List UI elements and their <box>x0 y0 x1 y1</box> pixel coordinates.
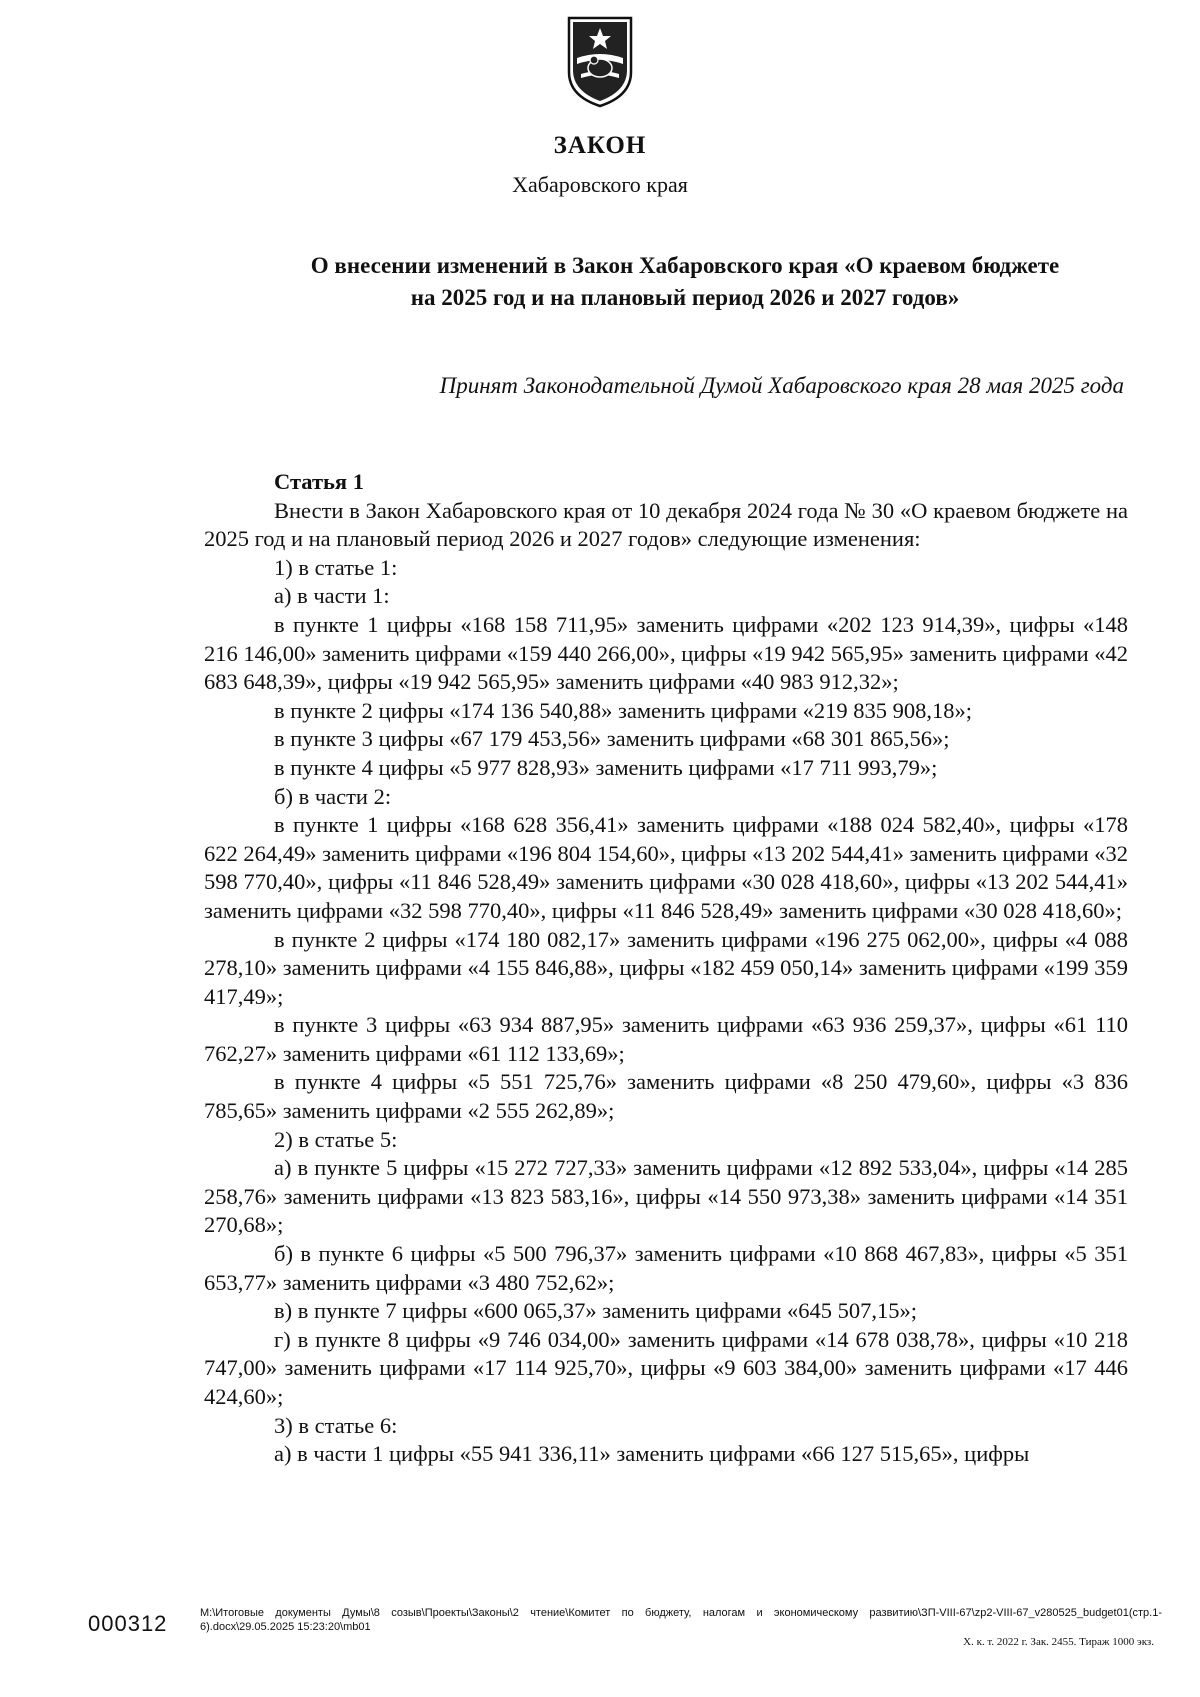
paragraph: г) в пункте 8 цифры «9 746 034,00» заменить цифрами «14 678 038,78», цифры «10 218 747,00» заменить цифрами «17 114 925,70», цифры «9 603 384,00» заменить цифрами «17 446 424,60»; <box>204 1326 1128 1409</box>
paragraph: в пункте 4 цифры «5 977 828,93» заменить цифрами «17 711 993,79»; <box>274 754 938 780</box>
paragraph: а) в части 1 цифры «55 941 336,11» заменить цифрами «66 127 515,65», цифры <box>274 1441 1030 1467</box>
paragraph: 3) в статье 6: <box>274 1412 398 1438</box>
paragraph: в пункте 4 цифры «5 551 725,76» заменить цифрами «8 250 479,60», цифры «3 836 785,65» заменить цифрами «2 555 262,89»; <box>204 1069 1128 1124</box>
paragraph: 2) в статье 5: <box>274 1126 398 1152</box>
paragraph: в) в пункте 7 цифры «600 065,37» заменить цифрами «645 507,15»; <box>274 1298 918 1324</box>
document-title-line: О внесении изменений в Закон Хабаровского края «О краевом бюджете <box>310 253 1060 278</box>
paragraph: 1) в статье 1: <box>274 554 398 580</box>
paragraph: Внести в Закон Хабаровского края от 10 декабря 2024 года № 30 «О краевом бюджете на 2025 год и на плановый период 2026 и 2027 годов» следующие изменения: <box>204 497 1128 552</box>
document-type: ЗАКОН <box>553 132 647 159</box>
paragraph: а) в части 1: <box>274 583 390 609</box>
paragraph: в пункте 2 цифры «174 136 540,88» заменить цифрами «219 835 908,18»; <box>274 697 973 723</box>
document-title-line: на 2025 год и на плановый период 2026 и 2027 годов» <box>410 285 960 310</box>
article-heading: Статья 1 <box>274 469 364 494</box>
document-body <box>204 468 1128 1469</box>
paragraph: в пункте 2 цифры «174 180 082,17» заменить цифрами «196 275 062,00», цифры «4 088 278,10» заменить цифрами «4 155 846,88», цифры «182 459 050,14» заменить цифрами «199 359 417,49»; <box>204 926 1128 1009</box>
paragraph: б) в пункте 6 цифры «5 500 796,37» заменить цифрами «10 868 467,83», цифры «5 351 653,77» заменить цифрами «3 480 752,62»; <box>204 1241 1128 1295</box>
paragraph: а) в пункте 5 цифры «15 272 727,33» заменить цифрами «12 892 533,04», цифры «14 285 258,76» заменить цифрами «13 823 583,16», цифры «14 550 973,38» заменить цифрами «14 351 270,68»; <box>204 1155 1128 1238</box>
document-title <box>230 250 1140 314</box>
paragraph: б) в части 2: <box>274 783 392 809</box>
paragraph: в пункте 1 цифры «168 628 356,41» заменить цифрами «188 024 582,40», цифры «178 622 264,49» заменить цифрами «196 804 154,60», цифры «13 202 544,41» заменить цифрами «32 598 770,40», цифры «11 846 528,49» заменить цифрами «30 028 418,60», цифры «13 202 544,41» заменить цифрами «32 598 770,40», цифры «11 846 528,49» заменить цифрами «30 028 418,60»; <box>204 812 1128 923</box>
page-code: 000312 <box>88 1611 168 1636</box>
adoption-note: Принят Законодательной Думой Хабаровского края 28 мая 2025 года <box>439 373 1124 398</box>
paragraph: в пункте 3 цифры «67 179 453,56» заменить цифрами «68 301 865,56»; <box>274 726 950 752</box>
document-region: Хабаровского края <box>512 172 688 197</box>
file-path-footer: M:\Итоговые документы Думы\8 созыв\Проекты\Законы\2 чтение\Комитет по бюджету, налогам и экономическому развитию\ЗП-VIII-67\zp2-VIII-67_v280525_budget01(стр.1-6).docx\29.05.2025 15:23:20\mb01 <box>200 1607 1162 1633</box>
coat-of-arms-emblem <box>565 14 635 110</box>
paragraph: в пункте 3 цифры «63 934 887,95» заменить цифрами «63 936 259,37», цифры «61 110 762,27» заменить цифрами «61 112 133,69»; <box>204 1012 1128 1066</box>
paragraph: в пункте 1 цифры «168 158 711,95» заменить цифрами «202 123 914,39», цифры «148 216 146,00» заменить цифрами «159 440 266,00», цифры «19 942 565,95» заменить цифрами «42 683 648,39», цифры «19 942 565,95» заменить цифрами «40 983 912,32»; <box>204 611 1128 695</box>
print-info: Х. к. т. 2022 г. Зак. 2455. Тираж 1000 экз. <box>963 1636 1154 1648</box>
